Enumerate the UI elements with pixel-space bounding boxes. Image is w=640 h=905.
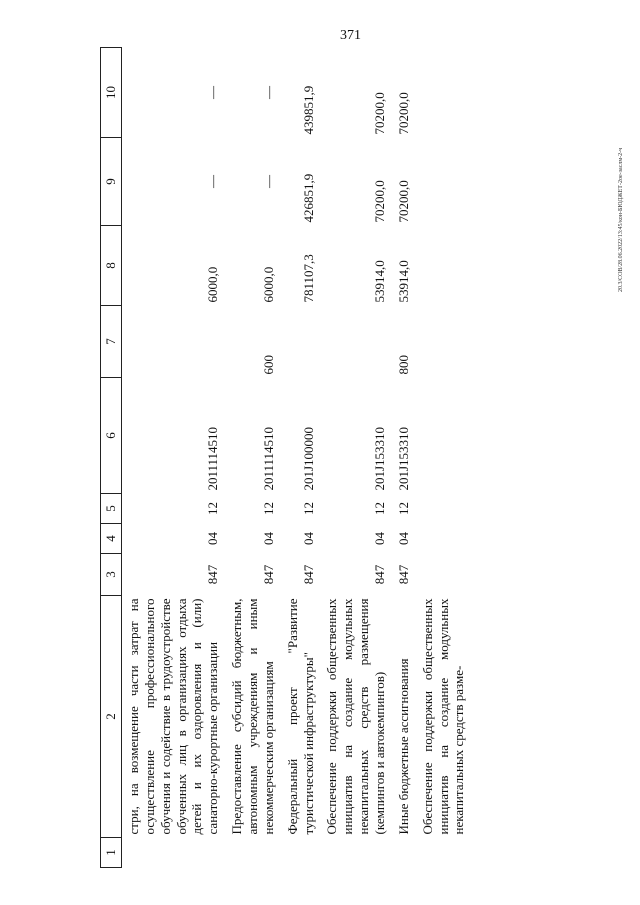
cell-expense-type [320, 306, 391, 378]
cell-section [416, 524, 472, 554]
cell-name: стри, на возмещение части затрат на осуществление профессионального обучения и содействие в трудоустройстве обученных лиц в организациях отдыха детей и их оздоровления и (или) санаторно-курортные организации [126, 598, 221, 835]
cell-target: 201J100000 [300, 426, 316, 491]
table-row [320, 48, 391, 868]
cell-amount-3: 70200,0 [372, 92, 388, 135]
cell-section: 04 [372, 532, 388, 545]
cell-amount-3: — [205, 86, 221, 99]
cell-amount-2: 70200,0 [395, 180, 411, 223]
header-cell: 1 [101, 838, 122, 868]
cell-expense-type [281, 306, 321, 378]
cell-name: Обеспечение поддержки общественных инициатив на создание модульных некапитальных средств размещения (кемпингов и автокемпингов) [324, 598, 388, 835]
cell-amount-1: 53914,0 [372, 260, 388, 303]
cell-amount-3: 439851,9 [300, 85, 316, 135]
header-cell: 5 [101, 494, 122, 524]
table-row [416, 48, 472, 868]
cell-empty [281, 838, 321, 868]
cell-amount-3: — [260, 86, 276, 99]
cell-subsection: 12 [260, 502, 276, 515]
cell-name: Предоставление субсидий бюджетным, автономным учреждениям и иным некоммерческим организациям [229, 598, 276, 835]
cell-amount-1 [416, 226, 472, 306]
header-cell: 8 [101, 226, 122, 306]
cell-subsection: 12 [205, 502, 221, 515]
header-row [101, 48, 122, 868]
cell-amount-1: 53914,0 [395, 260, 411, 303]
cell-section: 04 [395, 532, 411, 545]
cell-expense-type [416, 306, 472, 378]
table-row [225, 48, 281, 868]
header-cell: 9 [101, 138, 122, 226]
cell-empty [225, 838, 281, 868]
header-cell: 7 [101, 306, 122, 378]
cell-amount-1: 6000,0 [205, 266, 221, 303]
cell-subsection: 12 [372, 502, 388, 515]
cell-target: 2011114510 [205, 426, 221, 491]
cell-amount-2: 70200,0 [372, 180, 388, 223]
cell-amount-2 [416, 138, 472, 226]
cell-subsection: 12 [300, 502, 316, 515]
cell-code: 847 [300, 564, 316, 585]
cell-expense-type: 800 [395, 355, 411, 375]
document-code: 20.3/СОВ/28.06.2022/13:45/кон-БЮДЖЕТ-2ое-заслм-2-ч [618, 147, 624, 292]
cell-amount-2: — [205, 175, 221, 188]
cell-name: Обеспечение поддержки общественных инициатив на создание модульных некапитальных средств разме- [419, 598, 467, 835]
rotated-page [100, 48, 530, 868]
cell-name: Федеральный проект "Развитие туристической инфраструктуры" [284, 598, 316, 835]
cell-amount-2: — [260, 175, 276, 188]
header-cell: 10 [101, 48, 122, 138]
cell-expense-type: 600 [260, 355, 276, 375]
table-row [281, 48, 321, 868]
cell-code: 847 [260, 564, 276, 585]
cell-target: 201J153310 [395, 426, 411, 491]
cell-section: 04 [300, 532, 316, 545]
cell-target: 2011114510 [260, 426, 276, 491]
cell-name: Иные бюджетные ассигнования [395, 658, 411, 835]
cell-amount-2: 426851,9 [300, 173, 316, 223]
cell-amount-1: 781107,3 [300, 254, 316, 303]
table-row [392, 48, 416, 868]
header-cell: 6 [101, 378, 122, 494]
cell-empty [320, 838, 391, 868]
cell-subsection: 12 [395, 502, 411, 515]
cell-code: 847 [395, 564, 411, 585]
cell-empty [392, 838, 416, 868]
cell-subsection [416, 494, 472, 524]
cell-empty [122, 838, 226, 868]
cell-section: 04 [205, 532, 221, 545]
cell-empty [416, 838, 472, 868]
budget-table [100, 47, 471, 868]
cell-code [416, 554, 472, 596]
page-number: 371 [340, 28, 361, 43]
header-cell: 4 [101, 524, 122, 554]
header-cell: 3 [101, 554, 122, 596]
cell-code: 847 [205, 564, 221, 585]
cell-code: 847 [372, 564, 388, 585]
cell-target [416, 378, 472, 494]
cell-section: 04 [260, 532, 276, 545]
cell-amount-1: 6000,0 [260, 266, 276, 303]
cell-target: 201J153310 [372, 426, 388, 491]
header-cell: 2 [101, 596, 122, 838]
table-row [122, 48, 226, 868]
cell-amount-3 [416, 48, 472, 138]
cell-amount-3: 70200,0 [395, 92, 411, 135]
cell-expense-type [122, 306, 226, 378]
